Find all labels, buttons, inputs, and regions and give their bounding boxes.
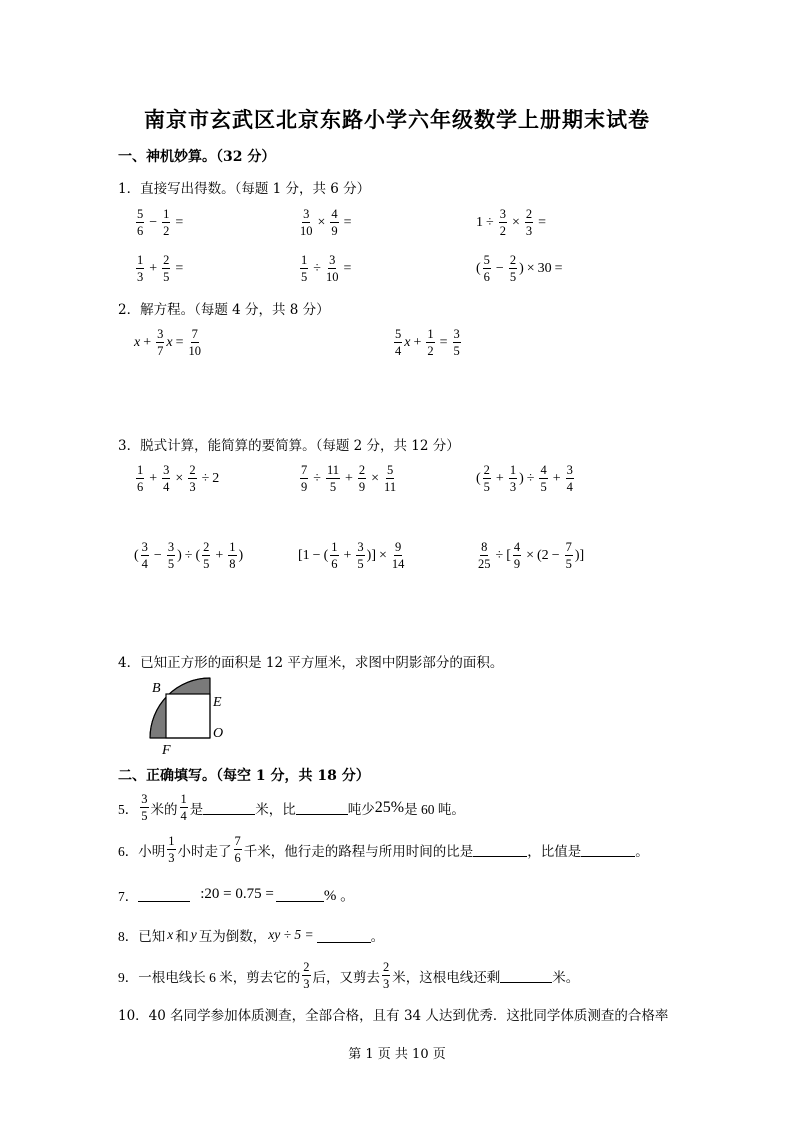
label-e: E (213, 695, 222, 710)
q3-expr-6: $\frac{8}{25}$ ÷ [ $\frac{4}{9}$ × (2 − $\frac{7}{5}$ )] (478, 540, 585, 571)
section-2-heading: 二、正确填写。（每空 1 分，共 18 分） (118, 768, 370, 784)
question-9: 9．一根电线长 6 米，剪去它的 $\frac{2}{3}$ 后，又剪去 $\frac{2}{3}$ 米，这根电线还剩 米。 (118, 960, 580, 991)
q1-expr-5: $\frac{1}{5}$ ÷ $\frac{3}{10}$ = (301, 253, 352, 284)
q2-equation-2: $\frac{5}{4}$ x + $\frac{1}{2}$ = $\frac{3}{5}$ (395, 327, 460, 358)
q1-expr-4: $\frac{1}{3}$ + $\frac{2}{5}$ = (137, 253, 184, 284)
q5-blank-2[interactable] (296, 800, 348, 815)
label-o: O (213, 726, 224, 741)
q1-expr-1: $\frac{5}{6}$ − $\frac{1}{2}$ = (137, 207, 184, 238)
page-title: 南京市玄武区北京东路小学六年级数学上册期末试卷 (144, 107, 650, 132)
question-4-label: 4．已知正方形的面积是 12 平方厘米，求图中阴影部分的面积。 (118, 655, 504, 671)
q3-expr-3: ( $\frac{2}{5}$ + $\frac{1}{3}$ ) ÷ $\frac{4}{5}$ + $\frac{3}{4}$ (476, 463, 573, 494)
q7-blank-2[interactable] (276, 887, 324, 902)
q1-expr-2: $\frac{3}{10}$ × $\frac{4}{9}$ = (300, 207, 352, 238)
q6-blank-1[interactable] (473, 842, 527, 857)
q5-blank-1[interactable] (203, 800, 255, 815)
question-10: 10．40 名同学参加体质测查，全部合格，且有 34 人达到优秀．这批同学体质测查的合格率 (118, 1008, 669, 1024)
q3-expr-5: [1 − ( $\frac{1}{6}$ + $\frac{3}{5}$ )] × $\frac{9}{14}$ (298, 540, 405, 571)
question-1-label: 1．直接写出得数。（每题 1 分，共 6 分） (118, 181, 371, 197)
label-b: B (152, 681, 161, 696)
q3-expr-1: $\frac{1}{6}$ + $\frac{3}{4}$ × $\frac{2}{3}$ ÷ 2 (137, 463, 220, 494)
inner-square (166, 694, 210, 738)
q6-blank-2[interactable] (581, 842, 635, 857)
question-6: 6．小明 $\frac{1}{3}$ 小时走了 $\frac{7}{6}$ 千米，他行走的路程与所用时间的比是 ，比值是 。 (118, 834, 649, 865)
q2-equation-1: x + $\frac{3}{7}$ x = $\frac{7}{10}$ (134, 327, 201, 358)
label-f: F (162, 743, 171, 758)
quarter-circle-square-figure (140, 674, 240, 758)
q1-expr-3: 1 ÷ $\frac{3}{2}$ × $\frac{2}{3}$ = (476, 207, 546, 238)
question-5: 5． $\frac{3}{5}$ 米的 $\frac{1}{4}$ 是 米，比 吨少 25% 是 60 吨。 (118, 792, 465, 823)
q9-blank[interactable] (500, 968, 552, 983)
q7-blank-1[interactable] (138, 887, 190, 902)
section-1-heading: 一、神机妙算。（32 分） (118, 149, 276, 165)
question-8: 8．已知 x 和 y 互为倒数， xy ÷ 5 = 。 (118, 927, 385, 944)
page-footer: 第 1 页 共 10 页 (348, 1047, 446, 1062)
question-7: 7． :20 = 0.75 = % 。 (118, 886, 356, 904)
q3-expr-2: $\frac{7}{9}$ ÷ $\frac{11}{5}$ + $\frac{2}{9}$ × $\frac{5}{11}$ (301, 463, 397, 494)
q8-blank[interactable] (317, 928, 371, 943)
q1-expr-6: ( $\frac{5}{6}$ − $\frac{2}{5}$ ) × 30 = (476, 253, 563, 284)
question-2-label: 2．解方程。（每题 4 分，共 8 分） (118, 302, 330, 318)
question-3-label: 3．脱式计算，能简算的要简算。（每题 2 分，共 12 分） (118, 438, 460, 454)
q3-expr-4: ( $\frac{3}{4}$ − $\frac{3}{5}$ ) ÷ ( $\frac{2}{5}$ + $\frac{1}{8}$ ) (134, 540, 244, 571)
